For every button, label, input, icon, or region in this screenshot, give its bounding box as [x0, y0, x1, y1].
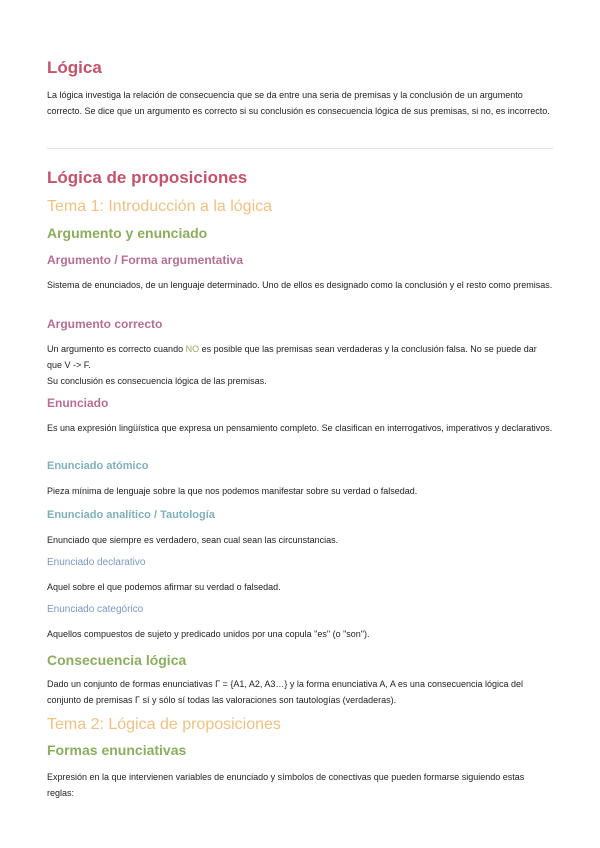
- heading-logica: Lógica: [47, 58, 102, 77]
- paragraph-enunciado-categorico: Aquellos compuestos de sujeto y predicado unidos por una copula "es" (o "son").: [47, 629, 370, 639]
- paragraph-argumento-forma: Sistema de enunciados, de un lenguaje determinado. Uno de ellos es designado como la conclusión y el resto como premisas.: [47, 280, 553, 290]
- heading-argumento-correcto: Argumento correcto: [47, 317, 163, 331]
- heading-argumento-enunciado: Argumento y enunciado: [47, 225, 208, 241]
- argumento-correcto-text-before: Un argumento es correcto cuando: [47, 344, 186, 354]
- heading-enunciado-atomico: Enunciado atómico: [47, 460, 149, 472]
- paragraph-formas-enunciativas: Expresión en la que intervienen variables de enunciado y símbolos de conectivas que pueden formarse siguiendo estas reglas:: [47, 772, 525, 798]
- heading-formas-enunciativas: Formas enunciativas: [47, 742, 187, 758]
- paragraph-consecuencia-logica: Dado un conjunto de formas enunciativas Γ = {A1, A2, A3…} y la forma enunciativa A, A es una consecuencia lógica del conjunto de premisas Γ sí y sólo sí todas las valoraciones son tautologías (verdaderas).: [47, 679, 524, 705]
- heading-logica-proposiciones: Lógica de proposiciones: [47, 168, 248, 187]
- heading-enunciado-categorico: Enunciado categórico: [47, 604, 144, 615]
- argumento-correcto-line-2: Su conclusión es consecuencia lógica de las premisas.: [47, 376, 267, 386]
- paragraph-enunciado-analitico: Enunciado que siempre es verdadero, sean cual sean las circunstancias.: [47, 535, 339, 545]
- heading-tema-2: Tema 2: Lógica de proposiciones: [47, 716, 281, 733]
- heading-consecuencia-logica: Consecuencia lógica: [47, 652, 187, 668]
- argumento-correcto-text-after: es posible que las premisas sean verdaderas y la conclusión falsa. No se puede dar que V -> F.: [47, 344, 537, 370]
- paragraph-enunciado-declarativo: Aquel sobre el que podemos afirmar su verdad o falsedad.: [47, 582, 281, 592]
- heading-tema-1: Tema 1: Introducción a la lógica: [47, 198, 273, 215]
- paragraph-enunciado-atomico: Pieza mínima de lenguaje sobre la que nos podemos manifestar sobre su verdad o falsedad.: [47, 486, 418, 496]
- section-divider: [47, 148, 553, 149]
- paragraph-enunciado: Es una expresión lingüística que expresa un pensamiento completo. Se clasifican en interrogativos, imperativos y declarativos.: [47, 423, 553, 433]
- heading-enunciado-declarativo: Enunciado declarativo: [47, 557, 146, 568]
- heading-argumento-forma: Argumento / Forma argumentativa: [47, 253, 244, 267]
- heading-enunciado: Enunciado: [47, 396, 109, 410]
- highlight-no: NO: [185, 344, 200, 354]
- paragraph-logica: La lógica investiga la relación de consecuencia que se da entre una seria de premisas y la conclusión de un argumento correcto. Se dice que un argumento es correcto si su conclusión es consecuencia lógica de sus premisas, si no, es incorrecto.: [47, 90, 550, 116]
- paragraph-argumento-correcto: [47, 341, 553, 389]
- heading-enunciado-analitico: Enunciado analítico / Tautología: [47, 509, 215, 521]
